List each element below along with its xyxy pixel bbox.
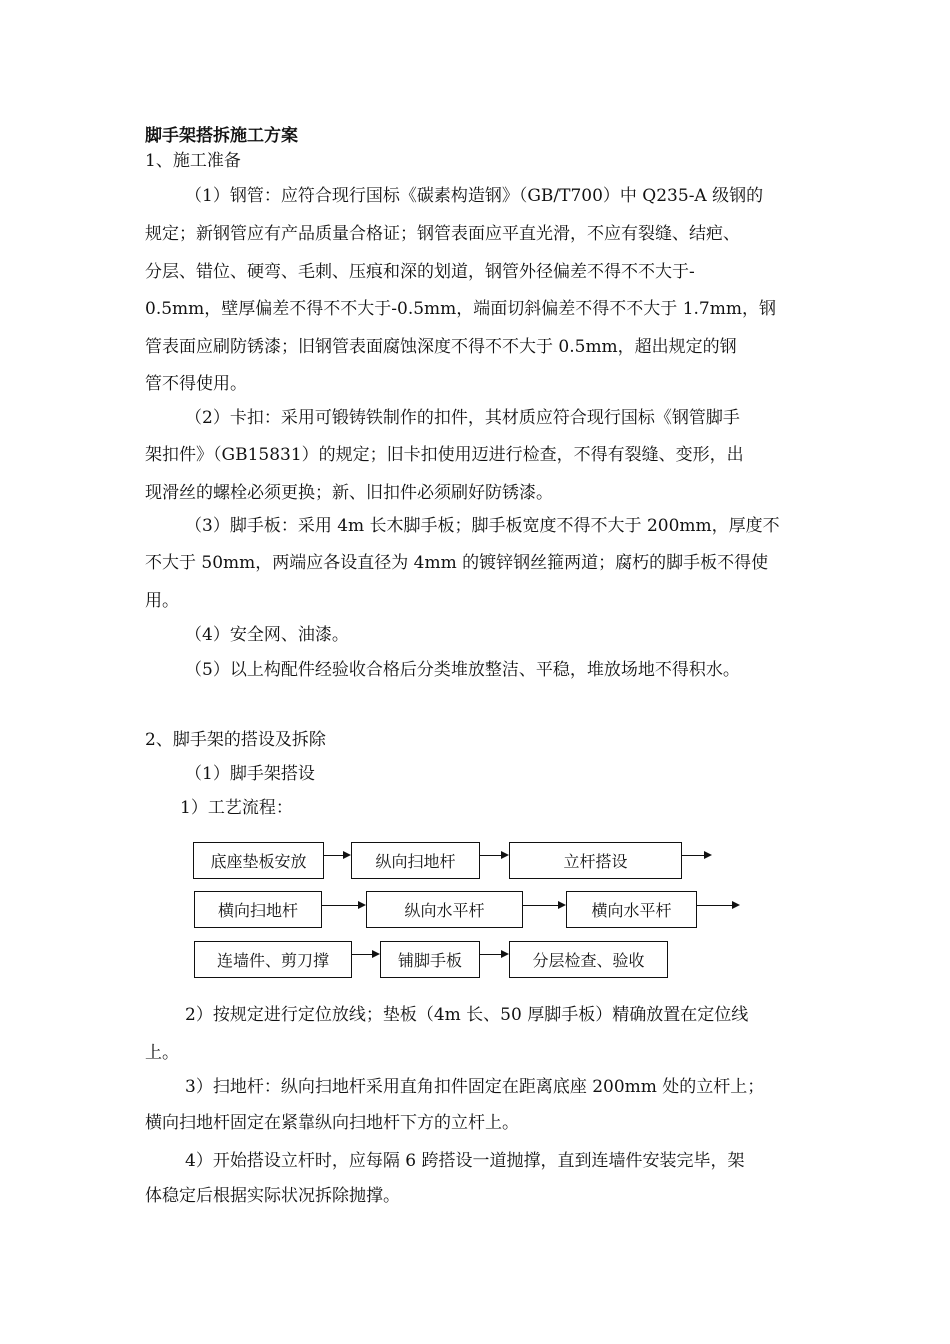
paragraph-line: 用。 [145,591,179,611]
section-heading: 2、脚手架的搭设及拆除 [145,730,326,750]
paragraph-line: 0.5mm，壁厚偏差不得不不大于-0.5mm，端面切斜偏差不得不不大于 1.7mm，钢 [145,299,776,319]
paragraph-line: 4）开始搭设立杆时，应每隔 6 跨搭设一道抛撑，直到连墙件安装完毕，架 [185,1151,745,1171]
paragraph-line: 横向扫地杆固定在紧靠纵向扫地杆下方的立杆上。 [145,1113,519,1133]
flow-arrow [322,905,359,906]
flow-step: 立杆搭设 [509,842,682,879]
flow-step: 底座垫板安放 [193,842,324,879]
paragraph-line: 不大于 50mm，两端应各设直径为 4mm 的镀锌钢丝箍两道；腐朽的脚手板不得使 [145,553,769,573]
paragraph-line: （2）卡扣：采用可锻铸铁制作的扣件，其材质应符合现行国标《钢管脚手 [185,408,740,428]
paragraph-line: 2）按规定进行定位放线；垫板（4m 长、50 厚脚手板）精确放置在定位线 [185,1005,749,1025]
flow-arrow [480,855,502,856]
flow-arrow [480,954,502,955]
paragraph-line: 3）扫地杆：纵向扫地杆采用直角扣件固定在距离底座 200mm 处的立杆上； [185,1077,765,1097]
paragraph-line: 现滑丝的螺栓必须更换；新、旧扣件必须刷好防锈漆。 [145,483,553,503]
flow-step: 横向扫地杆 [194,891,322,928]
flow-arrow [523,905,559,906]
document-title: 脚手架搭拆施工方案 [145,126,298,146]
paragraph-line: （5）以上构配件经验收合格后分类堆放整洁、平稳，堆放场地不得积水。 [185,660,740,680]
section-heading: 1、施工准备 [145,151,241,171]
paragraph-line: （1）钢管：应符合现行国标《碳素构造钢》（GB/T700）中 Q235-A 级钢的 [185,186,764,206]
flow-step: 横向水平杆 [566,891,697,928]
paragraph-line: （3）脚手板：采用 4m 长木脚手板；脚手板宽度不得不大于 200mm，厚度不 [185,516,780,536]
flow-arrow [352,954,373,955]
flow-step: 纵向水平杆 [366,891,523,928]
flow-arrow [697,905,733,906]
paragraph-line: （4）安全网、油漆。 [185,625,349,645]
flow-arrow [682,855,705,856]
flow-step: 铺脚手板 [380,941,480,978]
subsection-heading: （1）脚手架搭设 [185,764,315,784]
paragraph-line: 分层、错位、硬弯、毛刺、压痕和深的划道，钢管外径偏差不得不不大于- [145,262,695,282]
paragraph-line: 管不得使用。 [145,374,247,394]
subsection-heading: 1）工艺流程： [180,798,293,818]
paragraph-line: 管表面应刷防锈漆；旧钢管表面腐蚀深度不得不不大于 0.5mm，超出规定的钢 [145,337,737,357]
paragraph-line: 上。 [145,1043,179,1063]
flow-arrow [324,855,344,856]
paragraph-line: 体稳定后根据实际状况拆除抛撑。 [145,1186,400,1206]
flow-step: 连墙件、剪刀撑 [194,941,352,978]
flow-step: 纵向扫地杆 [351,842,480,879]
paragraph-line: 规定；新钢管应有产品质量合格证；钢管表面应平直光滑，不应有裂缝、结疤、 [145,224,740,244]
flow-step: 分层检查、验收 [509,941,668,978]
paragraph-line: 架扣件》（GB15831）的规定；旧卡扣使用迈进行检查，不得有裂缝、变形，出 [145,445,744,465]
